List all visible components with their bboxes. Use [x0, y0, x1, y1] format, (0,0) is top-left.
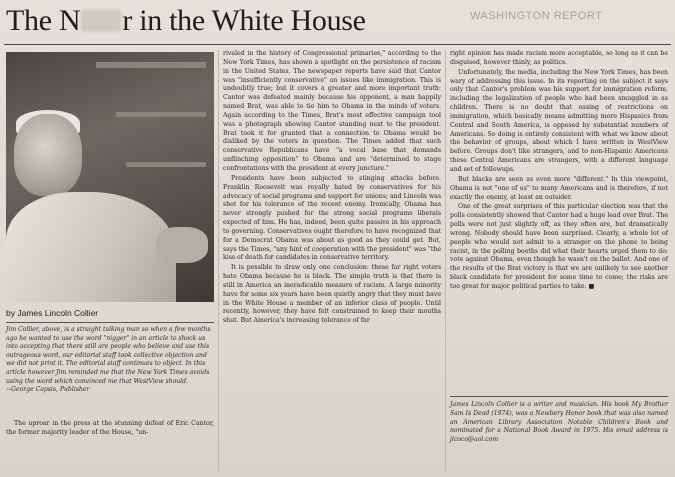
paragraph: rivaled in the history of Congressional primaries," according to the New York Times, has shown a spotlight on the persistence of racism in the United States. The newspaper reports have said that Cantor was "insufficiently conservative" on issues like immigration. This is undoubtly true; but it covers a greater and more important truth: Cantor was defeated mainly because his opponent, a man happily named Brat, was able to tie him to Obama in the minds of voters. Again according to the Times, Brat's most effective campaign tool was a photograph showing Cantor standing next to the president. Brat took it for granted that a connection to Obama would be disliked by the voters in question. The Times added that such conservative Republicans have "a vocal base that demands unflinching opposition" to Obama and are "determined to stage confrontations with the president at every juncture.": [223, 50, 441, 172]
paragraph: It is possible to draw only one conclusion: these far right voters hate Obama because he is black. The simple truth is that there is still in America an ineradicable measure of racism. A large minority have for some six years have been quietly angry that they must have in the White House a member of an inferior class of people. Until recently, however, they have felt constrained to keep their mouths shut. But America's increasing tolerance of far: [223, 264, 441, 325]
headline-start: The N: [6, 4, 81, 37]
paragraph: But blacks are seen as even more "different." In this viewpoint, Obama is not "one of us" to many Americans and is therefore, if not exactly the enemy, at least an outsider.: [450, 175, 668, 201]
author-bio: James Lincoln Collier is a writer and musician. His book My Brother Sam Is Dead (1974), was a Newbery Honor book that was also named an American Library Association Notable Children's Book and nominated for a National Book Award in 1975. His email address is jlcoco@aol.com: [450, 401, 668, 444]
bio-divider: [450, 396, 668, 397]
article-column-2: [223, 50, 441, 327]
paragraph: right opinion has made racism more acceptable, so long as it can be disguised, however thinly, as politics.: [450, 50, 668, 66]
headline: [6, 4, 366, 38]
caption-divider: [6, 322, 214, 323]
article-column-3: [450, 50, 668, 293]
paragraph: One of the great surprises of this particular election was that the polls consistently showed that Cantor had a huge lead over Brat. The polls were not just slightly off, as they often are, but dramatically wrong. Nobody should have been surprised. Clearly, a whole lot of people who would not admit to a stranger on the phone to being racist, in the polling booths did what their hearts urged them to do: vote against Obama, even though he wasn't on the ballot. And one of the results of the Brat victory is that we are unlikely to see another black candidate for president for some time to come; the risks are too great for major political parties to take. ■: [450, 203, 668, 290]
paragraph: The uproar in the press at the stunning defeat of Eric Cantor, the former majority leader of the House, "un-: [6, 420, 214, 436]
byline: by James Lincoln Collier: [6, 308, 99, 318]
article-column-1: [6, 420, 214, 439]
column-divider: [445, 50, 446, 471]
faded-section-header: WASHINGTON REPORT: [470, 10, 603, 22]
photo-caption: [6, 326, 214, 395]
headline-rule: [4, 44, 671, 45]
caption-text: Jim Collier, above, is a straight talking man so when a few months ago he wanted to use the word "nigger" in an article to shock us into accepting that there still are people who believe and use this outrageous word, our editorial staff took collective objection and we did not print it. The editorial staff continues to object. In this article however Jim reminded me that the New York Times avoids using the word which convinced me that WestView should. ~George Capsis, Publisher: [6, 326, 211, 394]
column-divider: [218, 50, 219, 471]
paragraph: Presidents have been subjected to stinging attacks before. Franklin Roosevelt was royally hated by conservatives for his advocacy of social programs and support for unions; and Lincoln was shot for his tolerance of the recent enemy. Ironically, Obama has never strongly pushed for the strong social programs liberals expected of him. He has, indeed, been quite passive in his approach to governing. Conservatives ought therefore to have recognized that for a Democrat Obama was about as good as they could get. But, says the Times, "any hint of cooperation with the president" was "the kiss of death for candidates in conservative territory.: [223, 174, 441, 262]
paragraph: Unfortunately, the media, including the New York Times, has been wary of addressing this issue. In its reporting on the subject it says only that Cantor's problem was his support for immigration reform, including the legalization of people who had been smuggled in as children. There is no doubt that easing of restrictions on immigration, which basically means admitting more Hispanics from Central and South America, is opposed by substantial numbers of Americans. So doing is entirely consistent with what we know about the behavior of groups, about which I have written in WestView before. Groups don't like strangers, and to non-Hispanic Americans these Central Americans are strangers, with a different language and set of followups.: [450, 68, 668, 173]
censored-word-blur: [81, 10, 121, 32]
author-photo: [6, 52, 214, 302]
headline-end: r in the White House: [122, 4, 366, 37]
